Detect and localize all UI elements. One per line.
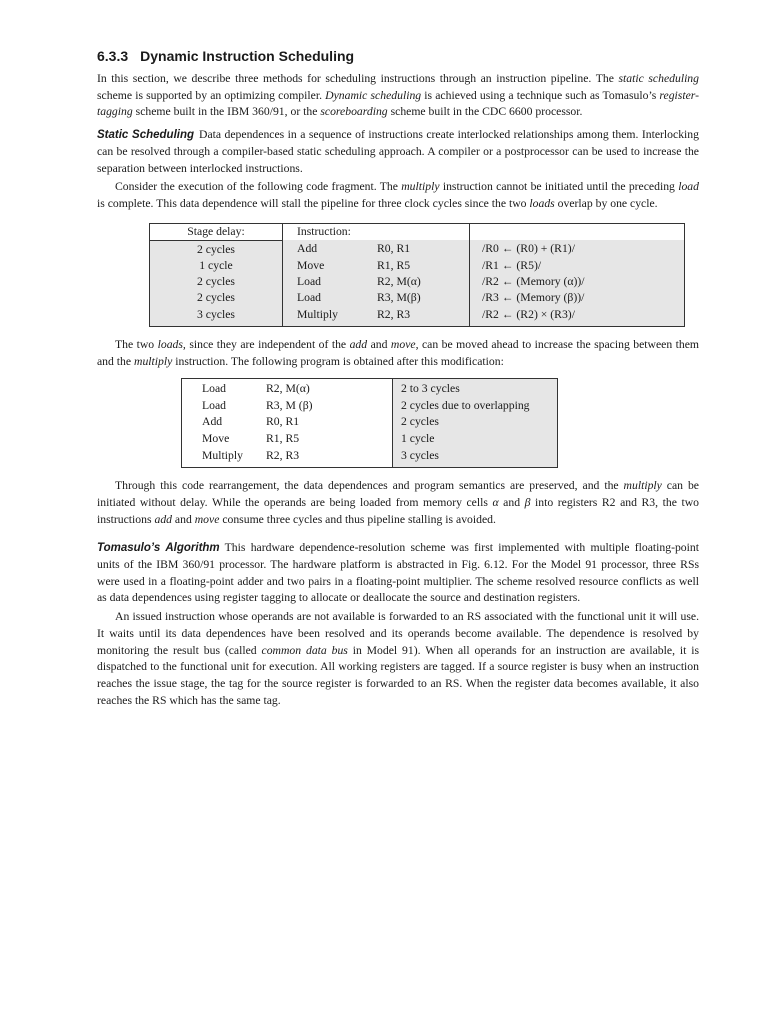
- cycles-cell: 2 cycles due to overlapping: [393, 398, 558, 415]
- intro-text: In this section, we describe three methods for scheduling instructions through an instruction pipeline. The: [97, 72, 619, 85]
- operands-cell: R2, R3: [371, 307, 470, 327]
- moved-paragraph: [97, 337, 699, 370]
- issued-paragraph: [97, 609, 699, 709]
- run-in-heading-tomasulo: Tomasulo’s Algorithm: [97, 542, 220, 555]
- opcode-cell: Add: [283, 240, 372, 258]
- intro-text: scheme is supported by an optimizing compiler.: [97, 88, 326, 102]
- operands-cell: R3, M(β): [371, 290, 470, 306]
- header-instruction: Instruction:: [283, 223, 470, 240]
- section-number: 6.3.3: [97, 48, 129, 64]
- term-loads: loads: [529, 196, 555, 210]
- effect-cell: /R2 ← (Memory (α))/: [470, 274, 685, 290]
- operands-cell: R0, R1: [260, 414, 393, 431]
- static-scheduling-paragraph: [97, 127, 699, 177]
- tomasulo-paragraph: [97, 540, 699, 607]
- operands-cell: R2, M(α): [260, 379, 393, 398]
- term-move: move: [194, 512, 220, 526]
- through-text: can be initiated without delay. While the operands are being loaded from memory cells: [97, 479, 699, 509]
- cycles-cell: 2 to 3 cycles: [393, 379, 558, 398]
- symbol-beta: β: [524, 495, 531, 509]
- stage-delay-cell: 2 cycles: [150, 274, 283, 290]
- section-heading: [97, 48, 699, 64]
- through-text: consume three cycles and thus pipeline stalling is avoided.: [219, 512, 496, 526]
- cycles-cell: 1 cycle: [393, 431, 558, 448]
- intro-text: scheme built in the CDC 6600 processor.: [387, 105, 583, 119]
- consider-text: Consider the execution of the following code fragment. The: [115, 180, 402, 194]
- header-stage-delay: Stage delay:: [150, 223, 283, 240]
- through-text: and: [172, 512, 195, 526]
- issued-text: An issued instruction whose operands are not available is forwarded to an RS associated with the functional unit it will use. It waits until its data dependences have been resolved and its operands become available. The dependence is resolved by monitoring the result bus (called: [97, 610, 699, 657]
- term-loads: loads,: [157, 337, 186, 351]
- operands-cell: R3, M (β): [260, 398, 393, 415]
- consider-text: overlap by one cycle.: [554, 196, 658, 210]
- through-text: and: [498, 495, 525, 509]
- tomasulo-text: This hardware dependence-resolution scheme was first implemented with multiple floating-point units of the IBM 360/91 processor. The hardware platform is abstracted in Fig. 6.12. For the Model 91 processor, three RSs were used in a floating-point adder and two pairs in a floating-point multiplier. The scheme resolved resource conflicts as well as data dependences using register tagging to allocate or deallocate the source and destination registers.: [97, 541, 699, 605]
- table-row: [150, 274, 685, 290]
- through-text: into registers R2 and R3, the two instructions: [97, 495, 699, 526]
- cycles-cell: 2 cycles: [393, 414, 558, 431]
- opcode-cell: Load: [182, 379, 261, 398]
- table-row: [182, 431, 558, 448]
- intro-paragraph: [97, 71, 699, 121]
- moved-text: and: [367, 337, 391, 351]
- term-scoreboarding: scoreboarding: [320, 105, 388, 119]
- opcode-cell: Add: [182, 414, 261, 431]
- moved-text: instruction. The following program is obtained after this modification:: [172, 354, 504, 368]
- opcode-cell: Move: [182, 431, 261, 448]
- moved-text: can be moved ahead to increase the spacing between them and the: [97, 337, 700, 368]
- opcode-cell: Multiply: [283, 307, 372, 327]
- term-add: add: [154, 512, 172, 526]
- textbook-page: [97, 48, 699, 711]
- effect-cell: /R0 ← (R0) + (R1)/: [470, 240, 685, 258]
- consider-text: is complete. This data dependence will stall the pipeline for three clock cycles since the two: [97, 196, 530, 210]
- operands-cell: R0, R1: [371, 240, 470, 258]
- operands-cell: R2, M(α): [371, 274, 470, 290]
- opcode-cell: Multiply: [182, 448, 261, 468]
- static-scheduling-text: Data dependences in a sequence of instructions create interlocked relationships among them. Interlocking can be resolved through a compiler-based static scheduling approach. A compiler or a postprocessor can be used to increase the separation between interlocked instructions.: [97, 128, 699, 175]
- table-row: [182, 414, 558, 431]
- operands-cell: R1, R5: [260, 431, 393, 448]
- rearranged-code-table: [181, 378, 558, 468]
- consider-text: instruction cannot be initiated until the preceding: [439, 180, 679, 194]
- run-in-heading-static: Static Scheduling: [97, 129, 195, 142]
- operands-cell: R2, R3: [260, 448, 393, 468]
- opcode-cell: Load: [283, 290, 372, 306]
- intro-text: scheme built in the IBM 360/91, or the: [132, 105, 321, 119]
- effect-cell: /R3 ← (Memory (β))/: [470, 290, 685, 306]
- header-blank: [470, 223, 685, 240]
- opcode-cell: Load: [182, 398, 261, 415]
- issued-text: in Model 91). When all operands for an instruction are available, it is dispatched to the functional unit for execution. All working registers are tagged. If a source register is busy when an instruction reaches the issue stage, the tag for the source register is forwarded to an RS. When the register data becomes available, it also reaches the RS which has the same tag.: [97, 643, 700, 707]
- effect-cell: /R1 ← (R5)/: [470, 258, 685, 274]
- opcode-cell: Load: [283, 274, 372, 290]
- table-row: [150, 290, 685, 306]
- stage-delay-cell: 2 cycles: [150, 290, 283, 306]
- table-row: [182, 448, 558, 468]
- stage-delay-cell: 2 cycles: [150, 240, 283, 258]
- term-static-scheduling: static scheduling: [618, 72, 699, 85]
- section-title: Dynamic Instruction Scheduling: [140, 48, 355, 64]
- term-move: move,: [390, 337, 419, 351]
- through-paragraph: [97, 478, 699, 528]
- term-multiply: multiply: [134, 354, 173, 368]
- table-row: [182, 379, 558, 398]
- term-add: add: [349, 337, 368, 351]
- consider-paragraph: [97, 179, 699, 212]
- term-dynamic-scheduling: Dynamic scheduling: [325, 88, 422, 102]
- moved-text: since they are independent of the: [185, 337, 350, 351]
- operands-cell: R1, R5: [371, 258, 470, 274]
- table-row: [150, 258, 685, 274]
- table-row: [150, 307, 685, 327]
- effect-cell: /R2 ← (R2) × (R3)/: [470, 307, 685, 327]
- intro-text: is achieved using a technique such as Tomasulo’s: [421, 88, 660, 102]
- cycles-cell: 3 cycles: [393, 448, 558, 468]
- term-common-data-bus: common data bus: [261, 643, 348, 657]
- term-multiply: multiply: [623, 479, 662, 493]
- term-multiply: multiply: [401, 180, 440, 194]
- stage-delay-cell: 1 cycle: [150, 258, 283, 274]
- term-register-tagging: register-tagging: [97, 88, 699, 119]
- symbol-alpha: α: [492, 495, 499, 509]
- stage-delay-cell: 3 cycles: [150, 307, 283, 327]
- table-row: [150, 240, 685, 258]
- code-fragment-table: [149, 223, 685, 327]
- table-row: [182, 398, 558, 415]
- opcode-cell: Move: [283, 258, 372, 274]
- term-load: load: [678, 180, 699, 194]
- through-text: Through this code rearrangement, the data dependences and program semantics are preserved, and the: [115, 479, 624, 493]
- moved-text: The two: [115, 337, 158, 351]
